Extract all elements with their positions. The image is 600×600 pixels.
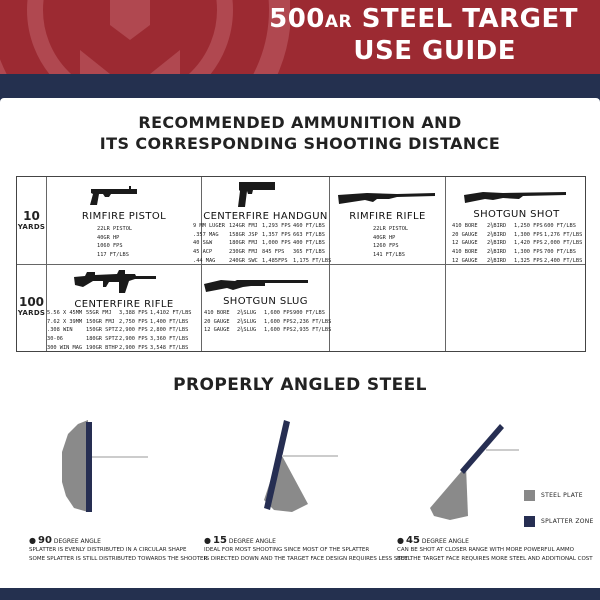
spec-cell: 2¾BIRD: [487, 231, 507, 238]
spec-cell: 1,000 FPS: [262, 240, 291, 247]
spec-cell: 3,360 FT/LBS: [150, 336, 189, 343]
spec-cell: 2,236 FT/LBS: [293, 318, 332, 325]
handgun-icon: [237, 179, 277, 209]
row-unit: YARDS: [17, 223, 46, 231]
spec-cell: 460 FT/LBS: [293, 223, 325, 229]
angle-desc-line: SOME SPLATTER IS STILL DISTRIBUTED TOWARDS THE SHOOTER: [29, 556, 208, 562]
angle-45-diagram: [420, 412, 520, 522]
shotgun-icon: [463, 189, 567, 205]
angle-number: 45: [405, 535, 420, 546]
spec-cell: 2,900 FPS: [119, 327, 148, 334]
spec-cell: 1,293 FPS: [262, 223, 291, 229]
shot-load-column: [487, 222, 506, 265]
spec-cell: 1,600 FPS: [264, 327, 293, 334]
rifle-caliber-column: [47, 309, 82, 352]
spec-cell: .44 MAG: [193, 257, 216, 264]
angle-desc-line: CAN BE SHOT AT CLOSER RANGE WITH MORE POWERFUL AMMO: [397, 547, 574, 553]
bullet-icon: ●: [204, 536, 211, 545]
spec-cell: 20 GAUGE: [452, 231, 478, 238]
ammo-section-title-line2: ITS CORRESPONDING SHOOTING DISTANCE: [99, 134, 501, 153]
legend-steel-plate-label: STEEL PLATE: [541, 492, 583, 499]
shot-fps-column: [514, 222, 543, 265]
spec-cell: 2,800 FT/LBS: [150, 327, 189, 334]
pistol-icon: [89, 183, 139, 209]
spec-line: 1260 FPS: [373, 243, 399, 250]
spec-cell: 663 FT/LBS: [293, 231, 325, 238]
spec-cell: 1,420 FPS: [514, 240, 543, 247]
angle-label: DEGREE ANGLE: [53, 538, 101, 545]
legend-splatter-zone-label: SPLATTER ZONE: [541, 518, 594, 525]
pump-shotgun-icon: [203, 277, 309, 293]
spec-cell: 600 FT/LBS: [544, 223, 576, 229]
spec-line: 40GR HP: [373, 234, 396, 241]
spec-cell: 230GR FMJ: [229, 249, 258, 256]
rimfire-pistol-specs: [97, 225, 132, 260]
angle-15-diagram: [250, 412, 340, 522]
cell-title-shotgun-shot: SHOTGUN SHOT: [473, 209, 560, 220]
row-unit: YARDS: [17, 309, 46, 317]
spec-cell: 300 WIN MAG: [47, 344, 83, 351]
header-title-line2: USE GUIDE: [353, 36, 516, 66]
brand-logo-icon: [0, 0, 290, 74]
spec-cell: 150GR SPTZ: [86, 327, 118, 334]
spec-cell: 2¾BIRD: [487, 249, 507, 256]
spec-cell: 2¾SLUG: [237, 327, 257, 334]
ammo-section-title-line1: RECOMMENDED AMMUNITION AND: [138, 113, 462, 132]
spec-cell: 1,357 FPS: [262, 231, 291, 238]
spec-cell: 1,600 FPS: [264, 310, 293, 316]
spec-cell: 365 FT/LBS: [293, 249, 325, 256]
spec-cell: 55GR FMJ: [86, 310, 112, 316]
angle-section-title: PROPERLY ANGLED STEEL: [173, 375, 427, 395]
spec-cell: 190GR BTHP: [86, 344, 118, 351]
spec-cell: 1,175 FT/LBS: [293, 257, 332, 264]
spec-cell: 180GR SPTZ: [86, 336, 118, 343]
spec-cell: 40 S&W: [193, 240, 213, 247]
spec-cell: 2,000 FT/LBS: [544, 240, 583, 247]
cell-title-centerfire-rifle: CENTERFIRE RIFLE: [74, 299, 174, 310]
spec-cell: 700 FT/LBS: [544, 249, 576, 256]
spec-cell: .357 MAG: [193, 231, 219, 238]
spec-cell: .308 WIN: [47, 327, 73, 334]
spec-cell: 2,935 FT/LBS: [293, 327, 332, 334]
spec-cell: 12 GAUGE: [452, 257, 478, 264]
handgun-load-column: [229, 222, 258, 265]
header-banner: [0, 0, 600, 74]
spec-cell: 1,325 FPS: [514, 257, 543, 264]
spec-cell: 1,250 FPS: [514, 223, 543, 229]
spec-cell: 180GR FMJ: [229, 240, 258, 247]
spec-cell: 2¾SLUG: [237, 310, 257, 316]
rifle-energy-column: [150, 309, 191, 352]
spec-cell: 1,300 FPS: [514, 231, 543, 238]
spec-line: 40GR HP: [97, 234, 120, 241]
slug-load-column: [237, 309, 256, 335]
angle-45-description: [397, 535, 593, 564]
spec-cell: 2,900 FPS: [119, 344, 148, 351]
spec-cell: 410 BORE: [204, 310, 230, 316]
ar-rifle-icon: [73, 267, 157, 301]
footer-band: [0, 588, 600, 600]
bullet-icon: ●: [397, 536, 404, 545]
cell-title-centerfire-handgun: CENTERFIRE HANDGUN: [203, 211, 328, 222]
cell-title-rimfire-rifle: RIMFIRE RIFLE: [349, 211, 426, 222]
spec-cell: 2,400 FT/LBS: [544, 257, 583, 264]
spec-cell: 124GR FMJ: [229, 223, 258, 229]
row-label-10-yards: [17, 209, 46, 231]
spec-line: 22LR PISTOL: [373, 226, 409, 232]
legend-steel-plate-swatch: [524, 490, 535, 501]
shot-energy-column: [544, 222, 582, 265]
spec-cell: 2,900 FPS: [119, 336, 148, 343]
splatter-zone-shape: [62, 420, 88, 512]
angle-label: DEGREE ANGLE: [228, 538, 276, 545]
rifle-icon: [337, 191, 437, 207]
spec-line: 1060 FPS: [97, 243, 123, 250]
angle-label: DEGREE ANGLE: [421, 538, 469, 545]
spec-cell: 3,388 FPS: [119, 310, 148, 316]
angle-desc-line: SPLATTER IS EVENLY DISTRIBUTED IN A CIRCULAR SHAPE: [29, 547, 187, 553]
spec-cell: 2¾BIRD: [487, 223, 507, 229]
spec-cell: 9 MM LUGER: [193, 223, 225, 229]
slug-energy-column: [293, 309, 331, 335]
spec-cell: 400 FT/LBS: [293, 240, 325, 247]
spec-cell: 12 GAUGE: [204, 327, 230, 334]
angle-desc-line: IDEAL FOR MOST SHOOTING SINCE MOST OF THE SPLATTER: [204, 547, 370, 553]
ammo-grid: [16, 176, 586, 352]
spec-cell: 20 GAUGE: [204, 318, 230, 325]
rimfire-rifle-specs: [373, 225, 408, 260]
steel-plate-shape: [86, 422, 92, 512]
spec-line: 22LR PISTOL: [97, 226, 133, 232]
spec-cell: 2,750 FPS: [119, 318, 148, 325]
angle-desc-line: IS DIRECTED DOWN AND THE TARGET FACE DESIGN REQUIRES LESS STEEL: [204, 556, 411, 562]
spec-cell: 410 BORE: [452, 249, 478, 256]
spec-line: 117 FT/LBS: [97, 252, 129, 259]
spec-cell: 1,4102 FT/LBS: [150, 310, 192, 316]
spec-cell: 3,548 FT/LBS: [150, 344, 189, 351]
splatter-zone-shape: [430, 466, 468, 520]
spec-cell: 900 FT/LBS: [293, 310, 325, 316]
header-divider: [0, 74, 600, 88]
spec-cell: 1,300 FPS: [514, 249, 543, 256]
spec-cell: 45 ACP: [193, 249, 213, 256]
angle-number: 15: [212, 535, 227, 546]
handgun-caliber-column: [193, 222, 225, 265]
spec-cell: 30-06: [47, 336, 63, 343]
angle-90-description: [29, 535, 207, 564]
slug-fps-column: [264, 309, 293, 335]
angle-90-diagram: [60, 412, 150, 522]
cell-title-shotgun-slug: SHOTGUN SLUG: [223, 296, 308, 307]
rifle-load-column: [86, 309, 118, 352]
handgun-fps-column: [262, 222, 291, 265]
angle-number: 90: [37, 535, 52, 546]
spec-cell: 1,400 FT/LBS: [150, 318, 189, 325]
angle-desc-line: BUT THE TARGET FACE REQUIRES MORE STEEL AND ADDITIONAL COST: [397, 556, 593, 562]
spec-cell: 12 GAUGE: [452, 240, 478, 247]
bullet-icon: ●: [29, 536, 36, 545]
spec-cell: 7.62 X 39MM: [47, 318, 83, 325]
angle-15-description: [204, 535, 411, 564]
legend-splatter-zone-swatch: [524, 516, 535, 527]
spec-line: 141 FT/LBS: [373, 252, 405, 259]
row-number: 100: [18, 295, 45, 309]
spec-cell: 2¾BIRD: [487, 257, 507, 264]
rifle-fps-column: [119, 309, 148, 352]
spec-cell: 1,600 FPS: [264, 318, 293, 325]
spec-cell: 5.56 X 45MM: [47, 310, 83, 316]
spec-cell: 240GR SWC: [229, 257, 258, 264]
header-title-line1: 500AR STEEL TARGET: [269, 4, 578, 34]
spec-cell: 845 FPS: [262, 249, 285, 256]
spec-cell: 2¾SLUG: [237, 318, 257, 325]
shot-gauge-column: [452, 222, 478, 265]
spec-cell: 158GR JSP: [229, 231, 258, 238]
handgun-energy-column: [293, 222, 331, 265]
spec-cell: 1,485FPS: [262, 257, 288, 264]
slug-gauge-column: [204, 309, 230, 335]
spec-cell: 150GR FMJ: [86, 318, 115, 325]
row-number: 10: [23, 209, 40, 223]
row-label-100-yards: [17, 295, 46, 317]
cell-title-rimfire-pistol: RIMFIRE PISTOL: [81, 211, 167, 222]
spec-cell: 410 BORE: [452, 223, 478, 229]
spec-cell: 2¾BIRD: [487, 240, 507, 247]
spec-cell: 1,276 FT/LBS: [544, 231, 583, 238]
